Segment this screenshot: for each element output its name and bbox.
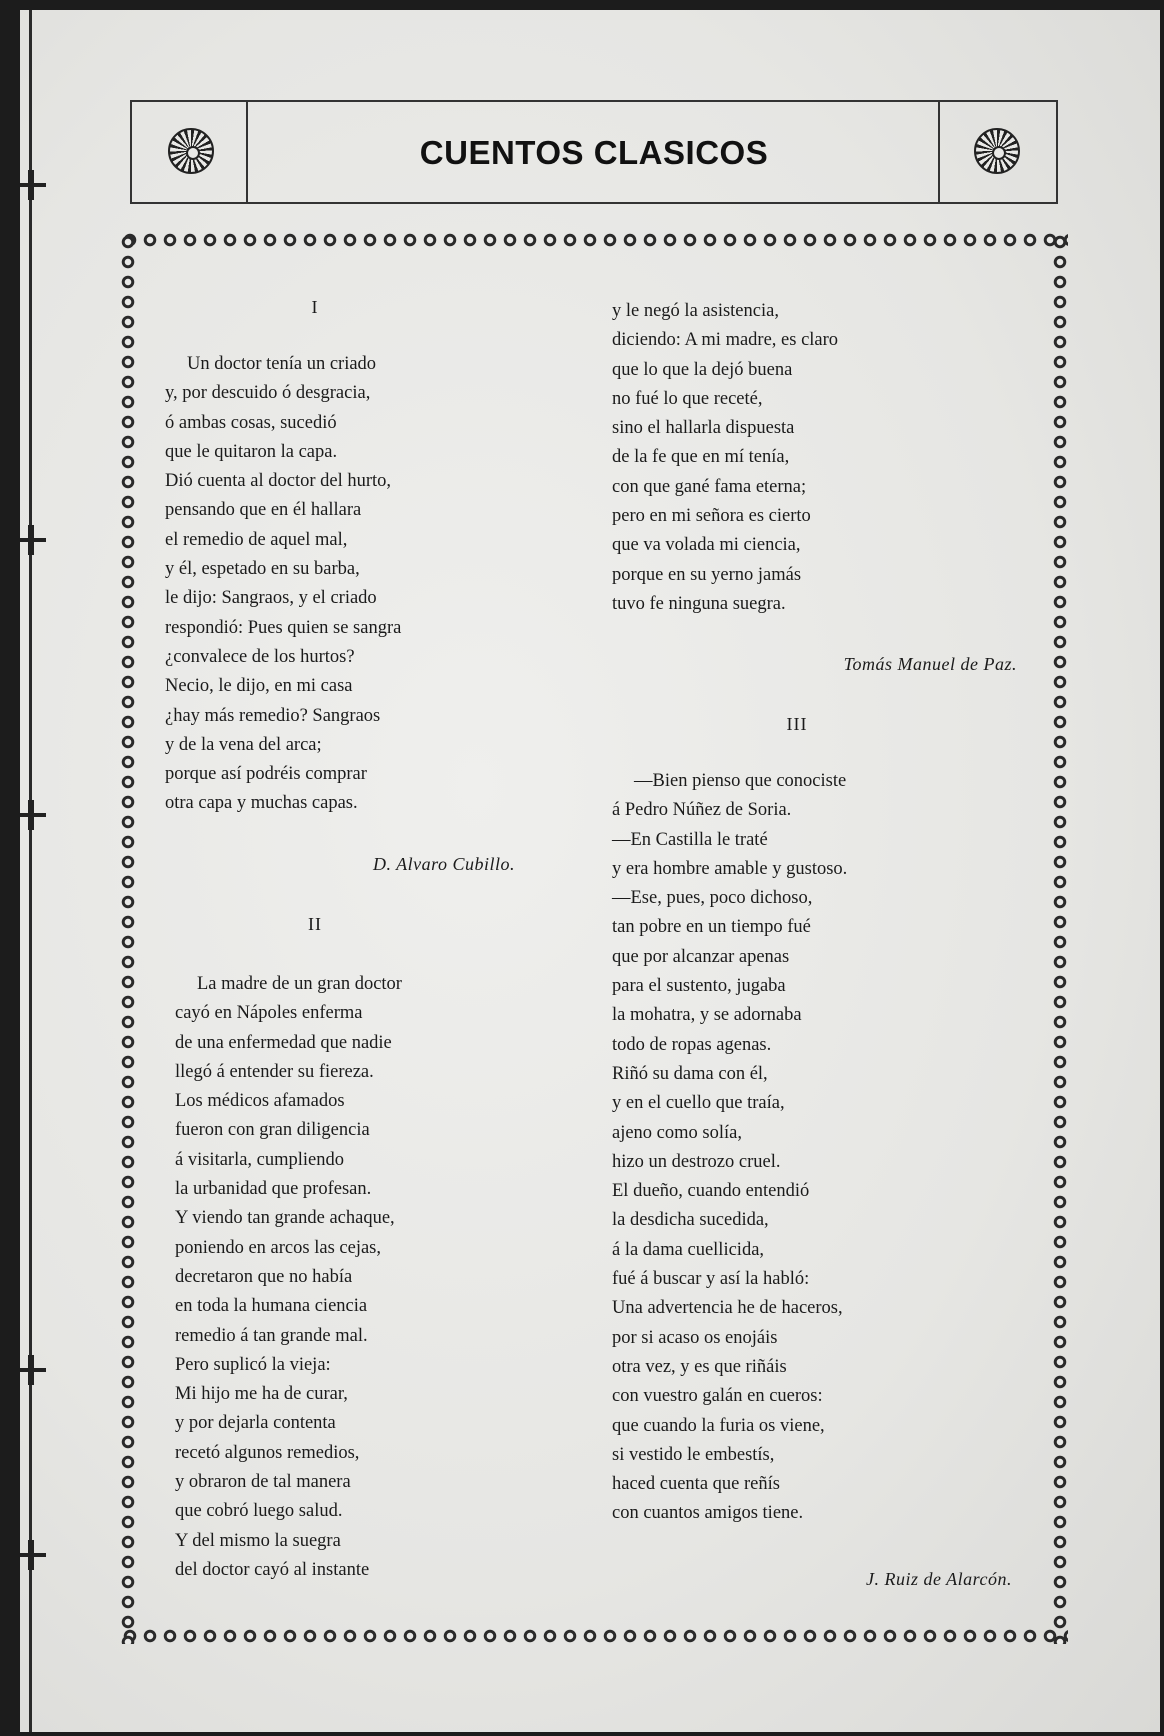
page-binding: [20, 10, 46, 1732]
poem-stanza: [612, 767, 847, 1529]
poem-line: que va volada mi ciencia,: [612, 535, 801, 556]
binding-stitch: [20, 1540, 46, 1570]
binding-stitch: [20, 525, 46, 555]
poem-line: y por dejarla contenta: [175, 1413, 336, 1434]
poem-line: Necio, le dijo, en mi casa: [165, 676, 353, 697]
poem-line: la mohatra, y se adornaba: [612, 1005, 802, 1026]
poem-stanza: [175, 970, 402, 1585]
poem-line: —Bien pienso que conociste: [634, 771, 847, 791]
poem-line: Mi hijo me ha de curar,: [175, 1384, 348, 1405]
poem-line: Un doctor tenía un criado: [187, 354, 377, 374]
poem-stanza: [612, 297, 838, 619]
poem-stanza: [165, 350, 401, 819]
poem-line: le dijo: Sangraos, y el criado: [165, 588, 377, 609]
poem-line: de una enfermedad que nadie: [175, 1032, 392, 1053]
poem-line: el remedio de aquel mal,: [165, 529, 348, 550]
section-numeral: II: [308, 914, 322, 934]
poem-line: porque en su yerno jamás: [612, 564, 802, 585]
poem-line: —En Castilla le traté: [612, 829, 768, 850]
poem-line: que lo que la dejó buena: [612, 359, 793, 380]
poem-line: La madre de un gran doctor: [197, 974, 402, 994]
poem-line: ó ambas cosas, sucedió: [165, 412, 337, 433]
poem-line: ¿hay más remedio? Sangraos: [165, 705, 381, 726]
poem-line: llegó á entender su fiereza.: [175, 1061, 374, 1082]
poem-author: Tomás Manuel de Paz.: [843, 654, 1017, 674]
poem-line: y de la vena del arca;: [165, 734, 322, 755]
poem-line: y en el cuello que traía,: [612, 1093, 785, 1114]
poem-line: decretaron que no había: [175, 1266, 353, 1287]
poem-line: diciendo: A mi madre, es claro: [612, 330, 839, 351]
poem-line: haced cuenta que reñís: [612, 1474, 780, 1495]
poem-line: remedio á tan grande mal.: [175, 1325, 368, 1346]
poem-line: Riñó su dama con él,: [612, 1063, 768, 1084]
poem-line: tan pobre en un tiempo fué: [612, 917, 811, 938]
poem-line: con vuestro galán en cueros:: [612, 1386, 823, 1407]
poem-line: que por alcanzar apenas: [612, 946, 790, 967]
poem-author: D. Alvaro Cubillo.: [372, 854, 515, 874]
binding-stitch: [20, 170, 46, 200]
poem-line: tuvo fe ninguna suegra.: [612, 593, 786, 614]
poem-line: con que gané fama eterna;: [612, 476, 807, 497]
poem-line: Y viendo tan grande achaque,: [175, 1208, 395, 1229]
poem-line: respondió: Pues quien se sangra: [165, 617, 402, 638]
poem-line: la desdicha sucedida,: [612, 1210, 769, 1231]
poem-author: J. Ruiz de Alarcón.: [866, 1569, 1012, 1589]
poem-line: á la dama cuellicida,: [612, 1239, 765, 1260]
poem-line: y, por descuido ó desgracia,: [165, 383, 371, 404]
poem-line: otra capa y muchas capas.: [165, 793, 358, 814]
poem-line: porque así podréis comprar: [165, 764, 367, 785]
poem-line: si vestido le embestís,: [612, 1444, 775, 1465]
section-numeral: III: [786, 714, 808, 734]
poem-line: El dueño, cuando entendió: [612, 1181, 810, 1202]
poem-line: á visitarla, cumpliendo: [175, 1149, 345, 1170]
poem-line: todo de ropas agenas.: [612, 1034, 772, 1055]
poem-line: sino el hallarla dispuesta: [612, 418, 795, 439]
poem-line: Pero suplicó la vieja:: [175, 1354, 331, 1375]
book-page: [20, 10, 1160, 1732]
poem-line: de la fe que en mí tenía,: [612, 447, 790, 468]
poem-line: Dió cuenta al doctor del hurto,: [165, 471, 392, 492]
poem-line: Y del mismo la suegra: [175, 1530, 341, 1551]
poem-line: y obraron de tal manera: [175, 1472, 351, 1493]
poem-line: recetó algunos remedios,: [175, 1442, 360, 1463]
poem-line: por si acaso os enojáis: [612, 1327, 778, 1348]
poem-line: ¿convalece de los hurtos?: [165, 646, 355, 667]
poem-line: que cuando la furia os viene,: [612, 1415, 825, 1436]
poem-line: con cuantos amigos tiene.: [612, 1503, 804, 1524]
poem-line: poniendo en arcos las cejas,: [175, 1237, 381, 1258]
poem-line: fué á buscar y así la habló:: [612, 1269, 810, 1290]
poem-line: Los médicos afamados: [175, 1091, 345, 1112]
section-numeral: I: [311, 297, 319, 317]
poem-line: —Ese, pues, poco dichoso,: [612, 888, 813, 909]
poem-line: Una advertencia he de haceros,: [612, 1298, 843, 1319]
poem-line: no fué lo que receté,: [612, 388, 763, 409]
poem-line: que le quitaron la capa.: [165, 441, 338, 462]
poem-line: y él, espetado en su barba,: [165, 559, 360, 580]
poem-line: pensando que en él hallara: [165, 500, 362, 521]
poem-line: otra vez, y es que riñáis: [612, 1356, 787, 1377]
binding-stitch: [20, 1355, 46, 1385]
poem-line: fueron con gran diligencia: [175, 1120, 370, 1141]
poem-line: hizo un destrozo cruel.: [612, 1151, 781, 1172]
poem-line: cayó en Nápoles enferma: [175, 1003, 363, 1024]
poem-line: para el sustento, jugaba: [612, 976, 786, 997]
poem-line: á Pedro Núñez de Soria.: [612, 800, 792, 821]
poem-line: y le negó la asistencia,: [612, 301, 779, 321]
poem-line: ajeno como solía,: [612, 1122, 742, 1143]
poem-line: la urbanidad que profesan.: [175, 1179, 372, 1200]
poem-line: y era hombre amable y gustoso.: [612, 858, 848, 879]
poem-line: en toda la humana ciencia: [175, 1296, 368, 1317]
page-title: CUENTOS CLASICOS: [419, 134, 769, 171]
poem-line: del doctor cayó al instante: [175, 1559, 370, 1580]
page-header: [130, 100, 1058, 210]
poem-line: pero en mi señora es cierto: [612, 506, 811, 527]
poem-line: que cobró luego salud.: [175, 1501, 343, 1522]
binding-stitch: [20, 800, 46, 830]
